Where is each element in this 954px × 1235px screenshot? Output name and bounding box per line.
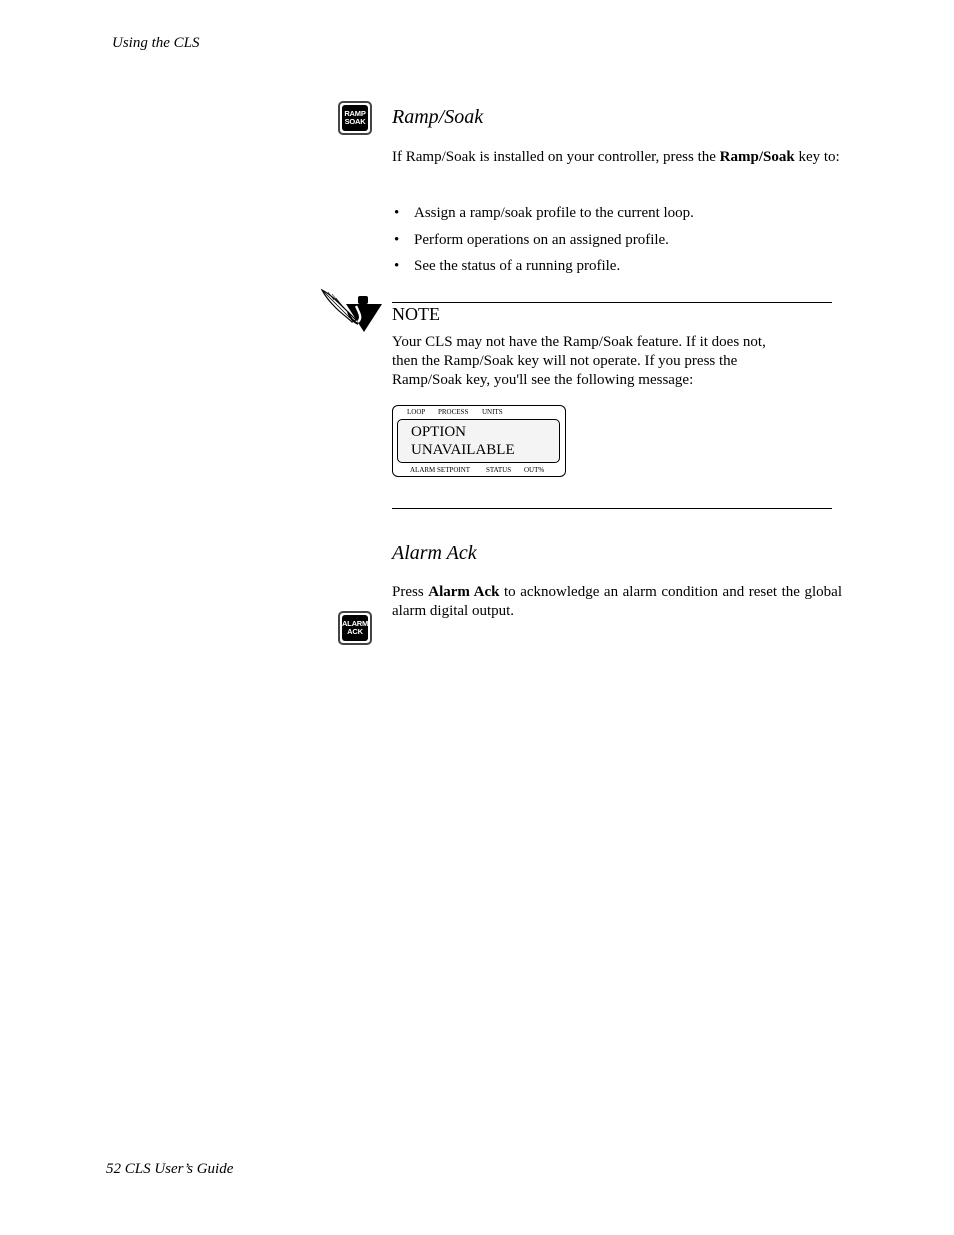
lcd-label-out-percent: OUT% <box>524 466 545 474</box>
lcd-label-alarm-setpoint: ALARM SETPOINT <box>410 466 471 474</box>
list-item <box>394 257 844 284</box>
pen-inkwell-note-icon <box>320 288 384 334</box>
key-label-line: ACK <box>347 627 363 636</box>
lcd-label-loop: LOOP <box>407 408 426 416</box>
alarm-key-name: Alarm Ack <box>428 584 500 600</box>
lcd-screen <box>397 419 560 463</box>
key-label-line: ALARM <box>341 619 369 628</box>
intro-text-end: key to: <box>794 149 840 165</box>
page-footer: 52 CLS User’s Guide <box>106 1161 234 1177</box>
lcd-label-units: UNITS <box>482 408 503 416</box>
note-line: Your CLS may not have the Ramp/Soak feature. If it does not, <box>392 334 766 350</box>
lcd-line-2: UNAVAILABLE <box>411 442 515 458</box>
note-body <box>392 333 792 390</box>
note-title: NOTE <box>392 304 440 324</box>
running-head: Using the CLS <box>112 35 200 51</box>
bullet-icon: • <box>394 205 400 221</box>
list-item <box>394 231 844 258</box>
alarm-text: Press <box>392 584 429 600</box>
alarm-ack-key-icon <box>338 611 372 645</box>
lcd-label-process: PROCESS <box>438 408 469 416</box>
intro-text: If Ramp/Soak is installed on your controller, press the <box>392 149 720 165</box>
note-line: then the Ramp/Soak key will not operate. If you press the <box>392 353 738 369</box>
list-item-text: See the status of a running profile. <box>414 258 621 274</box>
section-heading-ramp-soak: Ramp/Soak <box>392 106 484 128</box>
list-item-text: Assign a ramp/soak profile to the current loop. <box>414 205 694 221</box>
note-line: Ramp/Soak key, you'll see the following message: <box>392 372 694 388</box>
ramp-soak-intro <box>392 148 842 167</box>
alarm-ack-text <box>392 583 842 621</box>
alarm-text-end: to acknowledge an alarm condition and reset the global alarm digital output. <box>392 584 842 619</box>
intro-key-name: Ramp/Soak <box>719 149 795 165</box>
list-item-text: Perform operations on an assigned profile. <box>414 231 669 248</box>
note-bottom-rule <box>392 508 832 509</box>
key-label-line: RAMP <box>344 109 366 118</box>
note-top-rule <box>392 302 832 303</box>
ramp-soak-bullet-list <box>394 204 844 284</box>
section-heading-alarm-ack: Alarm Ack <box>392 542 477 564</box>
bullet-icon: • <box>394 258 400 274</box>
lcd-line-1: OPTION <box>411 424 466 440</box>
list-item <box>394 204 844 231</box>
ramp-soak-key-icon <box>338 101 372 135</box>
lcd-label-status: STATUS <box>486 466 512 474</box>
bullet-icon: • <box>394 231 400 248</box>
key-label-line: SOAK <box>344 117 366 126</box>
lcd-display <box>392 405 566 477</box>
